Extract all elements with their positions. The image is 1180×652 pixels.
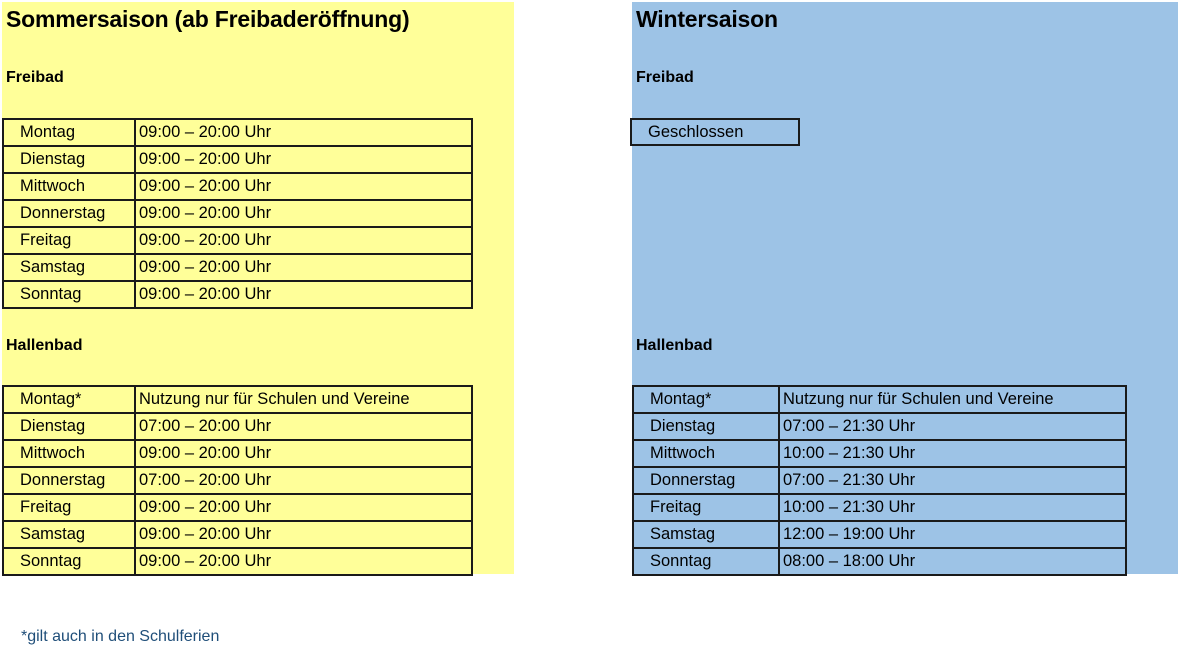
summer-freibad-row xyxy=(3,173,472,200)
summer-season-panel xyxy=(2,2,514,574)
hours-cell: 09:00 – 20:00 Uhr xyxy=(135,440,472,467)
hours-cell: 09:00 – 20:00 Uhr xyxy=(135,119,472,146)
winter-hallenbad-row xyxy=(633,521,1126,548)
hours-cell: 07:00 – 20:00 Uhr xyxy=(135,467,472,494)
winter-hallenbad-row xyxy=(633,467,1126,494)
summer-freibad-row xyxy=(3,146,472,173)
winter-hallenbad-row xyxy=(633,548,1126,575)
winter-hallenbad-hours-table xyxy=(632,385,1127,576)
hours-cell: Nutzung nur für Schulen und Vereine xyxy=(135,386,472,413)
hours-cell: Nutzung nur für Schulen und Vereine xyxy=(779,386,1126,413)
summer-freibad-hours-table xyxy=(2,118,473,309)
footnote: *gilt auch in den Schulferien xyxy=(21,628,220,645)
day-cell: Sonntag xyxy=(3,548,135,575)
day-cell: Montag* xyxy=(3,386,135,413)
summer-hallenbad-heading: Hallenbad xyxy=(6,337,83,354)
hours-cell: 09:00 – 20:00 Uhr xyxy=(135,494,472,521)
hours-cell: 09:00 – 20:00 Uhr xyxy=(135,173,472,200)
hours-cell: 09:00 – 20:00 Uhr xyxy=(135,521,472,548)
summer-hallenbad-hours-table xyxy=(2,385,473,576)
hours-cell: 12:00 – 19:00 Uhr xyxy=(779,521,1126,548)
hours-cell: 07:00 – 20:00 Uhr xyxy=(135,413,472,440)
day-cell: Freitag xyxy=(633,494,779,521)
hours-cell: 09:00 – 20:00 Uhr xyxy=(135,254,472,281)
day-cell: Freitag xyxy=(3,494,135,521)
hours-cell: 08:00 – 18:00 Uhr xyxy=(779,548,1126,575)
hours-cell: 07:00 – 21:30 Uhr xyxy=(779,413,1126,440)
hours-cell: 09:00 – 20:00 Uhr xyxy=(135,548,472,575)
winter-hallenbad-heading: Hallenbad xyxy=(636,337,713,354)
day-cell: Donnerstag xyxy=(3,467,135,494)
winter-season-title: Wintersaison xyxy=(636,6,778,32)
summer-freibad-row xyxy=(3,281,472,308)
day-cell: Samstag xyxy=(3,254,135,281)
summer-hallenbad-row xyxy=(3,467,472,494)
summer-hallenbad-row xyxy=(3,494,472,521)
summer-hallenbad-row xyxy=(3,440,472,467)
summer-freibad-heading: Freibad xyxy=(6,69,64,86)
hours-cell: 09:00 – 20:00 Uhr xyxy=(135,227,472,254)
summer-hallenbad-row xyxy=(3,413,472,440)
day-cell: Sonntag xyxy=(3,281,135,308)
winter-hallenbad-row xyxy=(633,386,1126,413)
day-cell: Samstag xyxy=(3,521,135,548)
summer-hallenbad-row xyxy=(3,386,472,413)
hours-cell: 09:00 – 20:00 Uhr xyxy=(135,281,472,308)
day-cell: Montag xyxy=(3,119,135,146)
day-cell: Freitag xyxy=(3,227,135,254)
summer-freibad-row xyxy=(3,119,472,146)
hours-cell: 09:00 – 20:00 Uhr xyxy=(135,146,472,173)
summer-hallenbad-row xyxy=(3,548,472,575)
summer-freibad-row xyxy=(3,200,472,227)
hours-cell: 10:00 – 21:30 Uhr xyxy=(779,440,1126,467)
day-cell: Dienstag xyxy=(3,413,135,440)
winter-freibad-heading: Freibad xyxy=(636,69,694,86)
day-cell: Samstag xyxy=(633,521,779,548)
summer-freibad-row xyxy=(3,254,472,281)
summer-freibad-row xyxy=(3,227,472,254)
day-cell: Mittwoch xyxy=(3,440,135,467)
day-cell: Donnerstag xyxy=(3,200,135,227)
day-cell: Donnerstag xyxy=(633,467,779,494)
day-cell: Dienstag xyxy=(3,146,135,173)
day-cell: Mittwoch xyxy=(633,440,779,467)
winter-hallenbad-row xyxy=(633,440,1126,467)
summer-season-title: Sommersaison (ab Freibaderöffnung) xyxy=(6,6,410,32)
hours-cell: 07:00 – 21:30 Uhr xyxy=(779,467,1126,494)
hours-cell: 09:00 – 20:00 Uhr xyxy=(135,200,472,227)
day-cell: Montag* xyxy=(633,386,779,413)
day-cell: Dienstag xyxy=(633,413,779,440)
winter-hallenbad-row xyxy=(633,494,1126,521)
winter-hallenbad-row xyxy=(633,413,1126,440)
winter-freibad-closed-status: Geschlossen xyxy=(630,118,800,146)
hours-cell: 10:00 – 21:30 Uhr xyxy=(779,494,1126,521)
winter-season-panel xyxy=(632,2,1178,574)
day-cell: Mittwoch xyxy=(3,173,135,200)
day-cell: Sonntag xyxy=(633,548,779,575)
summer-hallenbad-row xyxy=(3,521,472,548)
